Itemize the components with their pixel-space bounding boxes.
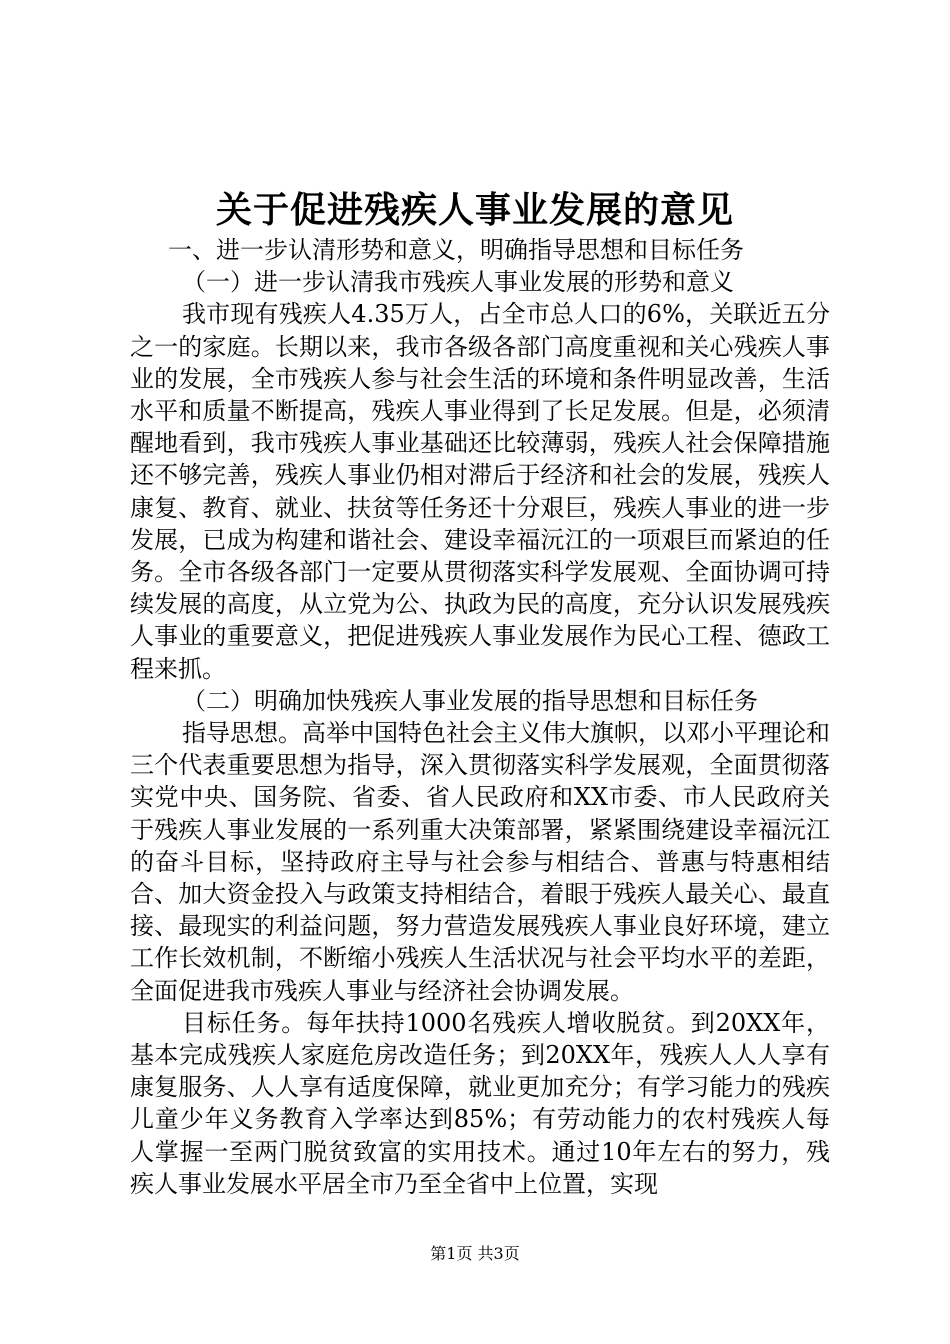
- subsection-heading-1: （一）进一步认清我市残疾人事业发展的形势和意义: [182, 268, 734, 297]
- paragraph-guiding-ideology: 指导思想。高举中国特色社会主义伟大旗帜，以邓小平理论和三个代表重要思想为指导，深入贯彻落实科学发展观，全面贯彻落实党中央、国务院、省委、省人民政府和XX市委、市人民政府关于残疾人事业发展的一系列重大决策部署，紧紧围绕建设幸福沅江的奋斗目标，坚持政府主导与社会参与相结合、普惠与特惠相结合、加大资金投入与政策支持相结合，着眼于残疾人最关心、最直接、最现实的利益问题，努力营造发展残疾人事业良好环境，建立工作长效机制，不断缩小残疾人生活状况与社会平均水平的差距，全面促进我市残疾人事业与经济社会协调发展。: [130, 719, 830, 1005]
- document-body: [130, 234, 830, 1200]
- document-title: 关于促进残疾人事业发展的意见: [215, 189, 734, 231]
- page-footer: 第1页 共3页: [430, 1244, 520, 1263]
- paragraph-situation: 我市现有残疾人4.35万人，占全市总人口的6%，关联近五分之一的家庭。长期以来，我市各级各部门高度重视和关心残疾人事业的发展，全市残疾人参与社会生活的环境和条件明显改善，生活水平和质量不断提高，残疾人事业得到了长足发展。但是，必须清醒地看到，我市残疾人事业基础还比较薄弱，残疾人社会保障措施还不够完善，残疾人事业仍相对滞后于经济和社会的发展，残疾人康复、教育、就业、扶贫等任务还十分艰巨，残疾人事业的进一步发展，已成为构建和谐社会、建设幸福沅江的一项艰巨而紧迫的任务。全市各级各部门一定要从贯彻落实科学发展观、全面协调可持续发展的高度，从立党为公、执政为民的高度，充分认识发展残疾人事业的重要意义，把促进残疾人事业发展作为民心工程、德政工程来抓。: [130, 300, 830, 683]
- subsection-heading-2: （二）明确加快残疾人事业发展的指导思想和目标任务: [182, 686, 758, 715]
- section-heading-1: 一、进一步认清形势和意义，明确指导思想和目标任务: [168, 236, 744, 264]
- paragraph-target-tasks: 目标任务。每年扶持1000名残疾人增收脱贫。到20XX年，基本完成残疾人家庭危房改造任务；到20XX年，残疾人人人享有康复服务、人人享有适度保障，就业更加充分；有学习能力的残疾儿童少年义务教育入学率达到85%；有劳动能力的农村残疾人每人掌握一至两门脱贫致富的实用技术。通过10年左右的努力，残疾人事业发展水平居全市乃至全省中上位置，实现: [130, 1008, 830, 1198]
